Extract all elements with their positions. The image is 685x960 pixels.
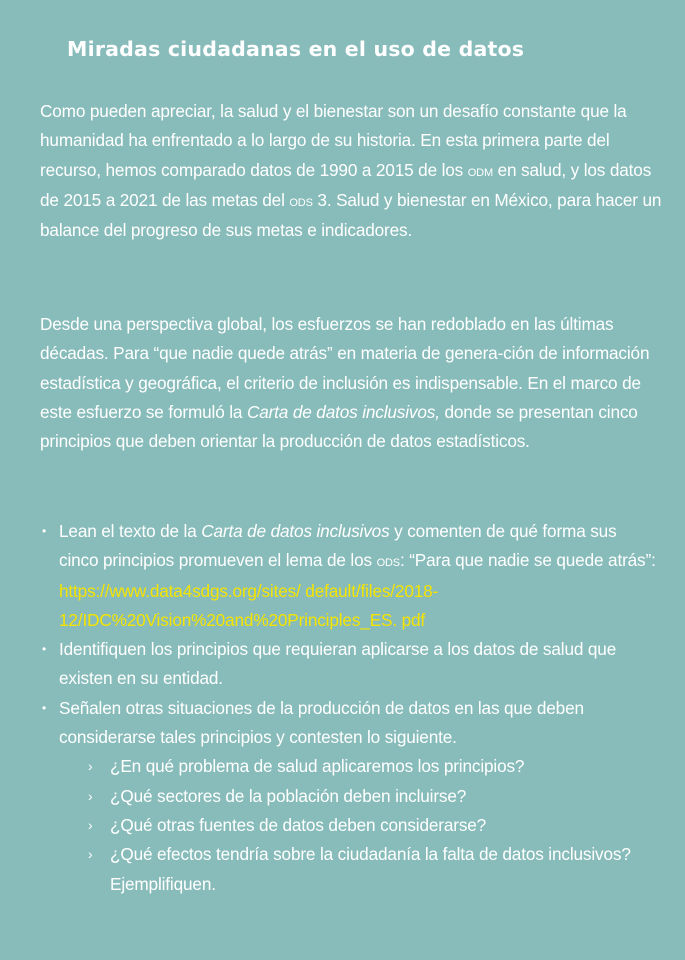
question-text: ¿En qué problema de salud aplicaremos los principios? (110, 756, 525, 777)
ods-abbreviation: ods (289, 192, 313, 210)
paragraph-text: donde se presentan cinco principios que deben orientar la producción de datos estadísticos. (40, 401, 638, 452)
list-item (40, 517, 660, 635)
sub-list-item (59, 840, 660, 899)
list-item-text: Identifiquen los principios que requieran aplicarse a los datos de salud que existen en su entidad. (59, 639, 617, 689)
chevron-right-icon: › (88, 846, 93, 863)
intro-paragraph (40, 97, 670, 245)
list-item-text: Señalen otras situaciones de la producción de datos en las que deben considerarse tales principios y contesten lo siguiente. (59, 697, 584, 748)
context-paragraph (40, 310, 670, 456)
ods-abbreviation: ods (376, 553, 400, 571)
page-title: Miradas ciudadanas en el uso de datos (67, 37, 525, 61)
paragraph-text: Desde una perspectiva global, los esfuerzos se han redoblado en las últimas décadas. Para “que nadie quede atrás” en materia de genera-ción de información estadística y geográfica, el criterio de inclusión es indispensable. En el marco de este esfuerzo se formuló la (40, 314, 650, 422)
list-item-text: : “Para que nadie se quede atrás”: (399, 550, 656, 571)
bullet-icon: • (42, 700, 47, 715)
paragraph-text: Como pueden apreciar, la salud y el bienestar son un desafío constante que la humanidad ha enfrentado a lo largo de su historia. En esta primera parte del recurso, hemos comparado datos de 1990 a 2015 de los (40, 101, 627, 180)
principles-pdf-link[interactable]: https://www.data4sdgs.org/sites/ default/files/2018-12/IDC%20Vision%20and%20Principles_ES. pdf (59, 580, 439, 630)
list-item-text: Lean el texto de la (59, 521, 202, 541)
question-list (59, 752, 660, 898)
bullet-icon: • (42, 524, 47, 538)
document-title-italic: Carta de datos inclusivos (201, 521, 390, 541)
chevron-right-icon: › (88, 816, 93, 833)
document-title-italic: Carta de datos inclusivos, (246, 401, 440, 422)
paragraph-text: en salud, y los datos de 2015 a 2021 de las metas del (40, 159, 652, 210)
bullet-icon: • (42, 642, 47, 657)
chevron-right-icon: › (88, 758, 93, 775)
list-item (40, 635, 660, 694)
odm-abbreviation: odm (467, 162, 493, 180)
sub-list-item (59, 811, 660, 840)
paragraph-text: 3. Salud y bienestar en México, para hacer un balance del progreso de sus metas e indicadores. (40, 189, 662, 241)
sub-list-item (59, 782, 660, 811)
sub-list-item (59, 752, 660, 781)
list-item-text: y comenten de qué forma sus cinco principios promueven el lema de los (59, 521, 617, 571)
question-text: ¿Qué efectos tendría sobre la ciudadanía la falta de datos inclusivos? Ejemplifiquen. (110, 844, 631, 894)
list-item (40, 694, 660, 899)
chevron-right-icon: › (88, 787, 93, 804)
activity-list (40, 517, 660, 899)
question-text: ¿Qué sectores de la población deben incluirse? (110, 785, 467, 806)
question-text: ¿Qué otras fuentes de datos deben considerarse? (110, 814, 487, 835)
